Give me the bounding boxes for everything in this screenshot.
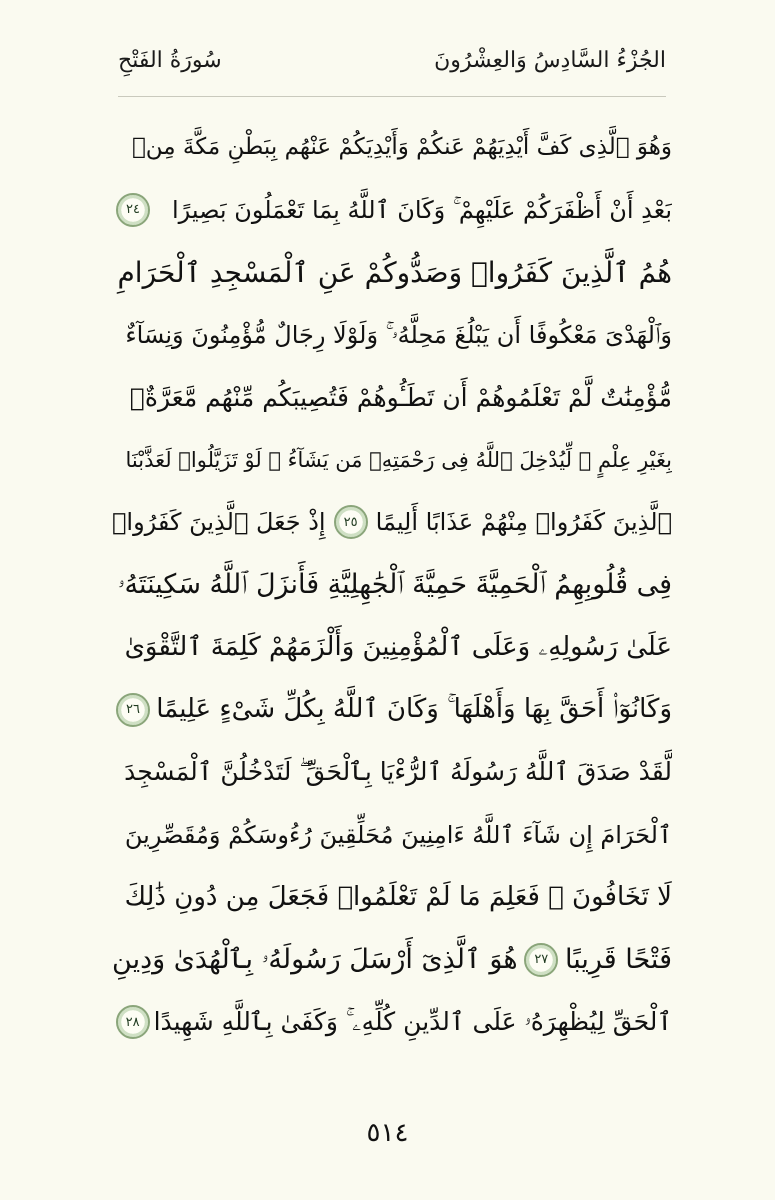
text-line <box>112 366 672 429</box>
text-line <box>112 991 672 1054</box>
text-line <box>112 179 672 242</box>
verse-text: وَٱلْهَدْىَ مَعْكُوفًا أَن يَبْلُغَ مَحِلَّهُۥ ۚ وَلَوْلَا رِجَالٌ مُّؤْمِنُونَ وَنِسَآءٌ <box>125 320 672 349</box>
text-line <box>112 429 672 492</box>
text-line <box>112 804 672 867</box>
verse-text: لَا تَخَافُونَ ۖ فَعَلِمَ مَا لَمْ تَعْلَمُوا۟ فَجَعَلَ مِن دُونِ ذَٰلِكَ <box>124 882 672 913</box>
verse-text: فَتْحًا قَرِيبًا <box>565 944 672 976</box>
verse-text: فِى قُلُوبِهِمُ ٱلْحَمِيَّةَ حَمِيَّةَ ٱلْجَٰهِلِيَّةِ فَأَنزَلَ ٱللَّهُ سَكِينَتَهُۥ <box>117 568 672 600</box>
verse-text: وَهُوَ ٱلَّذِى كَفَّ أَيْدِيَهُمْ عَنكُمْ وَأَيْدِيَكُمْ عَنْهُم بِبَطْنِ مَكَّةَ مِنۢ <box>131 134 672 161</box>
text-line <box>112 679 672 742</box>
verse-text: بِغَيْرِ عِلْمٍ ۖ لِّيُدْخِلَ ٱللَّهُ فِى رَحْمَتِهِۦ مَن يَشَآءُ ۚ لَوْ تَزَيَّلُوا۟ لَعَذَّبْنَا <box>125 447 672 472</box>
page-header <box>118 40 666 90</box>
header-divider <box>118 96 666 97</box>
verse-text: عَلَىٰ رَسُولِهِۦ وَعَلَى ٱلْمُؤْمِنِينَ وَأَلْزَمَهُمْ كَلِمَةَ ٱلتَّقْوَىٰ <box>124 631 672 662</box>
verse-text: وَكَانُوٓا۟ أَحَقَّ بِهَا وَأَهْلَهَا ۚ وَكَانَ ٱللَّهُ بِكُلِّ شَىْءٍ عَلِيمًا <box>156 694 672 725</box>
text-line <box>112 491 672 554</box>
verse-text: ٱلْحَقِّ لِيُظْهِرَهُۥ عَلَى ٱلدِّينِ كُلِّهِۦ ۚ وَكَفَىٰ بِٱللَّهِ شَهِيدًا <box>153 1007 672 1037</box>
text-line <box>112 741 672 804</box>
verse-text: إِذْ جَعَلَ ٱلَّذِينَ كَفَرُوا۟ <box>112 508 326 537</box>
verse-text: ٱلْحَرَامَ إِن شَآءَ ٱللَّهُ ءَامِنِينَ مُحَلِّقِينَ رُءُوسَكُمْ وَمُقَصِّرِينَ <box>124 820 672 849</box>
ayah-number-marker: ٢٥ <box>334 505 368 539</box>
verse-text: هُوَ ٱلَّذِىٓ أَرْسَلَ رَسُولَهُۥ بِٱلْهُدَىٰ وَدِينِ <box>112 943 518 975</box>
text-line <box>112 866 672 929</box>
text-line <box>112 116 672 179</box>
ayah-number-marker: ٢٧ <box>524 943 558 977</box>
ayah-number-marker: ٢٦ <box>116 693 150 727</box>
text-line <box>112 929 672 992</box>
verse-text: بَعْدِ أَنْ أَظْفَرَكُمْ عَلَيْهِمْ ۚ وَكَانَ ٱللَّهُ بِمَا تَعْمَلُونَ بَصِيرًا <box>171 195 672 224</box>
surah-title: سُورَةُ الفَتْحِ <box>118 48 222 73</box>
ayah-number-marker: ٢٤ <box>116 193 150 227</box>
verse-text: هُمُ ٱلَّذِينَ كَفَرُوا۟ وَصَدُّوكُمْ عَنِ ٱلْمَسْجِدِ ٱلْحَرَامِ <box>117 255 672 289</box>
text-line <box>112 241 672 304</box>
verse-text: مُّؤْمِنَٰتٌ لَّمْ تَعْلَمُوهُمْ أَن تَطَـُٔوهُمْ فَتُصِيبَكُم مِّنْهُم مَّعَرَّةٌۢ <box>129 382 672 412</box>
text-line <box>112 304 672 367</box>
verse-text: ٱلَّذِينَ كَفَرُوا۟ مِنْهُمْ عَذَابًا أَلِيمًا <box>375 508 672 537</box>
text-line <box>112 554 672 617</box>
page-number: ٥١٤ <box>366 1118 409 1148</box>
quran-text-block <box>112 116 672 1054</box>
text-line <box>112 616 672 679</box>
verse-text: لَّقَدْ صَدَقَ ٱللَّهُ رَسُولَهُ ٱلرُّءْيَا بِٱلْحَقِّ ۖ لَتَدْخُلُنَّ ٱلْمَسْجِدَ <box>124 757 672 787</box>
ayah-number-marker: ٢٨ <box>116 1005 150 1039</box>
juz-title: الجُزْءُ السَّادِسُ وَالعِشْرُونَ <box>434 48 666 73</box>
